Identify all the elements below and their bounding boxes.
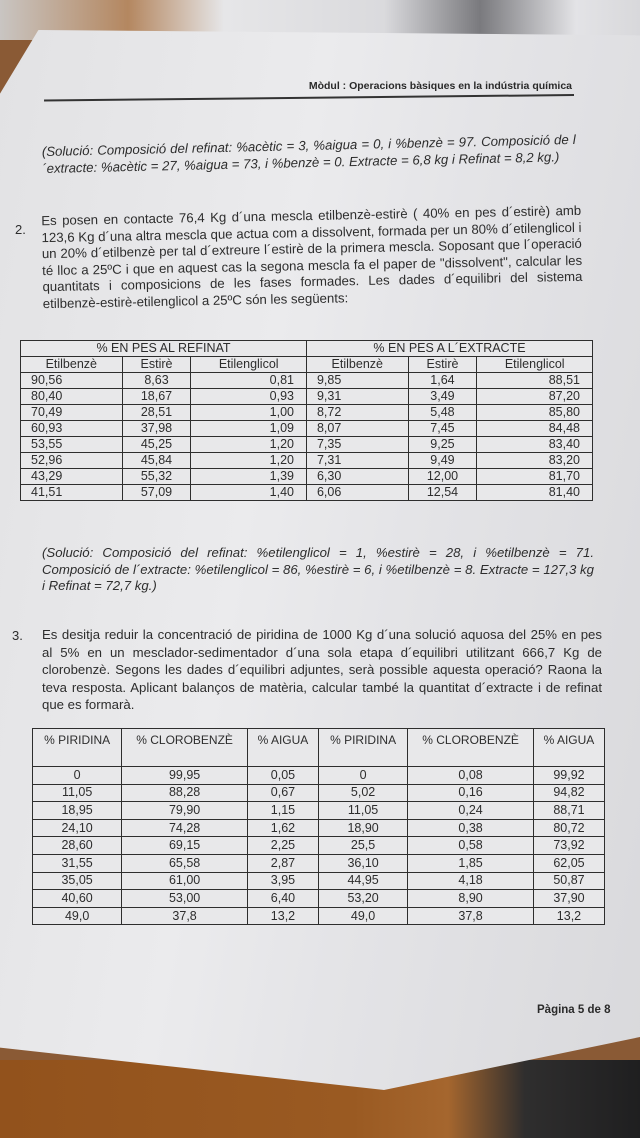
column-header: Etilenglicol [191, 357, 307, 373]
table-cell: 88,71 [533, 802, 604, 820]
table-cell: 81,70 [477, 469, 593, 485]
table-cell: 35,05 [33, 872, 122, 890]
table-cell: 0,38 [408, 819, 534, 837]
equilibrium-table-pyridine [32, 728, 605, 925]
table-cell: 99,95 [122, 767, 248, 785]
table-cell: 0 [33, 767, 122, 785]
table-cell: 60,93 [21, 421, 123, 437]
table-cell: 1,00 [191, 405, 307, 421]
table-cell: 0,81 [191, 373, 307, 389]
group-header-extracte: % EN PES A L´EXTRACTE [306, 341, 592, 357]
column-header: % PIRIDINA [318, 729, 407, 767]
table-body [21, 373, 593, 501]
table-cell: 90,56 [21, 373, 123, 389]
table-header-row [21, 357, 593, 373]
table-cell: 53,55 [21, 437, 123, 453]
table-cell: 7,31 [306, 453, 408, 469]
column-header: % PIRIDINA [33, 729, 122, 767]
table-cell: 70,49 [21, 405, 123, 421]
table-cell: 99,92 [533, 767, 604, 785]
table-cell: 1,40 [191, 485, 307, 501]
table-body [33, 767, 605, 925]
table-cell: 83,40 [477, 437, 593, 453]
table-cell: 6,30 [306, 469, 408, 485]
table-row [33, 890, 605, 908]
table-cell: 9,25 [408, 437, 477, 453]
table-cell: 0,58 [408, 837, 534, 855]
table-cell: 8,90 [408, 890, 534, 908]
problem-3-number: 3. [12, 628, 23, 643]
table-row [33, 907, 605, 925]
column-header: Etilbenzè [306, 357, 408, 373]
table-cell: 8,72 [306, 405, 408, 421]
table-cell: 49,0 [318, 907, 407, 925]
table-cell: 37,8 [122, 907, 248, 925]
table-cell: 6,40 [247, 890, 318, 908]
table-cell: 5,48 [408, 405, 477, 421]
table-cell: 43,29 [21, 469, 123, 485]
table-cell: 24,10 [33, 819, 122, 837]
table-cell: 87,20 [477, 389, 593, 405]
table-cell: 1,62 [247, 819, 318, 837]
solution-1-text: (Solució: Composició del refinat: %acètic = 3, %aigua = 0, i %benzè = 97. Composició de l´extracte: %acètic = 27, %aigua = 73, i %benzè = 0. Extracte = 6,8 kg i Refinat = 8,2 kg.) [41, 131, 576, 176]
module-title: Mòdul : Operacions bàsiques en la indústria química [308, 80, 572, 92]
table-cell: 9,85 [306, 373, 408, 389]
table-cell: 9,49 [408, 453, 477, 469]
table-row [21, 469, 593, 485]
table-group-header-row [21, 341, 593, 357]
table-cell: 81,40 [477, 485, 593, 501]
table-cell: 12,54 [408, 485, 477, 501]
table-cell: 18,90 [318, 819, 407, 837]
column-header: Etilenglicol [477, 357, 593, 373]
table-row [33, 767, 605, 785]
table-row [33, 802, 605, 820]
table-cell: 55,32 [122, 469, 191, 485]
table-cell: 0,05 [247, 767, 318, 785]
group-header-refinat: % EN PES AL REFINAT [21, 341, 307, 357]
table-row [21, 437, 593, 453]
table-cell: 0 [318, 767, 407, 785]
table-row [33, 872, 605, 890]
table-cell: 18,95 [33, 802, 122, 820]
table-cell: 37,98 [122, 421, 191, 437]
page-header [0, 78, 580, 98]
column-header: % AIGUA [533, 729, 604, 767]
table-cell: 85,80 [477, 405, 593, 421]
table-row [33, 854, 605, 872]
table-row [21, 389, 593, 405]
table-cell: 1,09 [191, 421, 307, 437]
table-cell: 36,10 [318, 854, 407, 872]
table-cell: 94,82 [533, 784, 604, 802]
table-cell: 1,39 [191, 469, 307, 485]
table-row [33, 784, 605, 802]
table-cell: 49,0 [33, 907, 122, 925]
table-cell: 8,07 [306, 421, 408, 437]
column-header: % AIGUA [247, 729, 318, 767]
table-cell: 4,18 [408, 872, 534, 890]
table-cell: 61,00 [122, 872, 248, 890]
table-cell: 31,55 [33, 854, 122, 872]
problem-2-number: 2. [15, 222, 26, 237]
table-cell: 52,96 [21, 453, 123, 469]
table-cell: 0,08 [408, 767, 534, 785]
table-cell: 45,25 [122, 437, 191, 453]
page-number: Pàgina 5 de 8 [537, 1004, 611, 1016]
table-cell: 80,72 [533, 819, 604, 837]
table-cell: 40,60 [33, 890, 122, 908]
table-cell: 2,25 [247, 837, 318, 855]
table-cell: 88,51 [477, 373, 593, 389]
table-cell: 25,5 [318, 837, 407, 855]
problem-2-text: Es posen en contacte 76,4 Kg d´una mescla etilbenzè-estirè ( 40% en pes d´estirè) amb 123,6 Kg d´una altra mescla que actua com a dissolvent, formada per un 80% d´etilenglicol i un 20% d´etilbenzè per tal d´extreure l´estirè de la primera mescla. Soposant que l´operació té lloc a 25ºC i que en aquest cas la segona mescla fa el paper de "dissolvent", calcular les quantitats i composicions de les fases formades. Les dades d´equilibri del sistema etilbenzè-estirè-etilenglicol a 25ºC són les següents: [41, 202, 583, 311]
table-cell: 37,90 [533, 890, 604, 908]
table-cell: 84,48 [477, 421, 593, 437]
table-cell: 13,2 [533, 907, 604, 925]
table-cell: 3,49 [408, 389, 477, 405]
table-cell: 62,05 [533, 854, 604, 872]
table-cell: 73,92 [533, 837, 604, 855]
column-header: % CLOROBENZÈ [408, 729, 534, 767]
table-row [21, 485, 593, 501]
column-header: Estirè [122, 357, 191, 373]
table-cell: 11,05 [33, 784, 122, 802]
table-cell: 74,28 [122, 819, 248, 837]
table-cell: 53,20 [318, 890, 407, 908]
table-cell: 28,60 [33, 837, 122, 855]
table-cell: 83,20 [477, 453, 593, 469]
table-cell: 50,87 [533, 872, 604, 890]
table-cell: 9,31 [306, 389, 408, 405]
table-cell: 88,28 [122, 784, 248, 802]
table-cell: 28,51 [122, 405, 191, 421]
table-cell: 3,95 [247, 872, 318, 890]
table-row [21, 405, 593, 421]
table-cell: 13,2 [247, 907, 318, 925]
table-cell: 6,06 [306, 485, 408, 501]
table-row [21, 453, 593, 469]
table-cell: 0,16 [408, 784, 534, 802]
table-cell: 1,20 [191, 437, 307, 453]
table-cell: 5,02 [318, 784, 407, 802]
solution-2-text: (Solució: Composició del refinat: %etilenglicol = 1, %estirè = 28, i %etilbenzè = 71. Composició de l´extracte: %etilenglicol = 86, %estirè = 6, i %etilbenzè = 8. Extracte = 127,3 kg i Refinat = 72,7 kg.) [42, 545, 594, 593]
table-cell: 18,67 [122, 389, 191, 405]
table-cell: 79,90 [122, 802, 248, 820]
table-cell: 69,15 [122, 837, 248, 855]
table-cell: 8,63 [122, 373, 191, 389]
table-cell: 44,95 [318, 872, 407, 890]
table-cell: 1,20 [191, 453, 307, 469]
table-row [21, 421, 593, 437]
table-cell: 7,35 [306, 437, 408, 453]
table-cell: 12,00 [408, 469, 477, 485]
table-row [21, 373, 593, 389]
table-cell: 1,85 [408, 854, 534, 872]
problem-3-text: Es desitja reduir la concentració de piridina de 1000 Kg d´una solució aquosa del 25% en pes al 5% en un mesclador-sedimentador d´una sola etapa d´equilibri utilitzant 666,7 Kg de clorobenzè. Segons les dades d´equilibri adjuntes, serà possible aquesta operació? Raona la teva resposta. Aplicant balanços de matèria, calcular també la quantitat d´extracte i de refinat que es formarà. [42, 627, 602, 712]
table-row [33, 819, 605, 837]
table-cell: 53,00 [122, 890, 248, 908]
column-header: % CLOROBENZÈ [122, 729, 248, 767]
table-cell: 37,8 [408, 907, 534, 925]
table-header-row [33, 729, 605, 767]
table-cell: 65,58 [122, 854, 248, 872]
table-cell: 2,87 [247, 854, 318, 872]
table-cell: 1,64 [408, 373, 477, 389]
table-cell: 11,05 [318, 802, 407, 820]
column-header: Estirè [408, 357, 477, 373]
table-cell: 57,09 [122, 485, 191, 501]
table-cell: 41,51 [21, 485, 123, 501]
table-row [33, 837, 605, 855]
table-cell: 0,24 [408, 802, 534, 820]
table-cell: 0,93 [191, 389, 307, 405]
column-header: Etilbenzè [21, 357, 123, 373]
table-cell: 45,84 [122, 453, 191, 469]
table-cell: 1,15 [247, 802, 318, 820]
equilibrium-table-ethylbenzene-styrene [20, 340, 593, 501]
table-cell: 7,45 [408, 421, 477, 437]
table-cell: 0,67 [247, 784, 318, 802]
table-cell: 80,40 [21, 389, 123, 405]
